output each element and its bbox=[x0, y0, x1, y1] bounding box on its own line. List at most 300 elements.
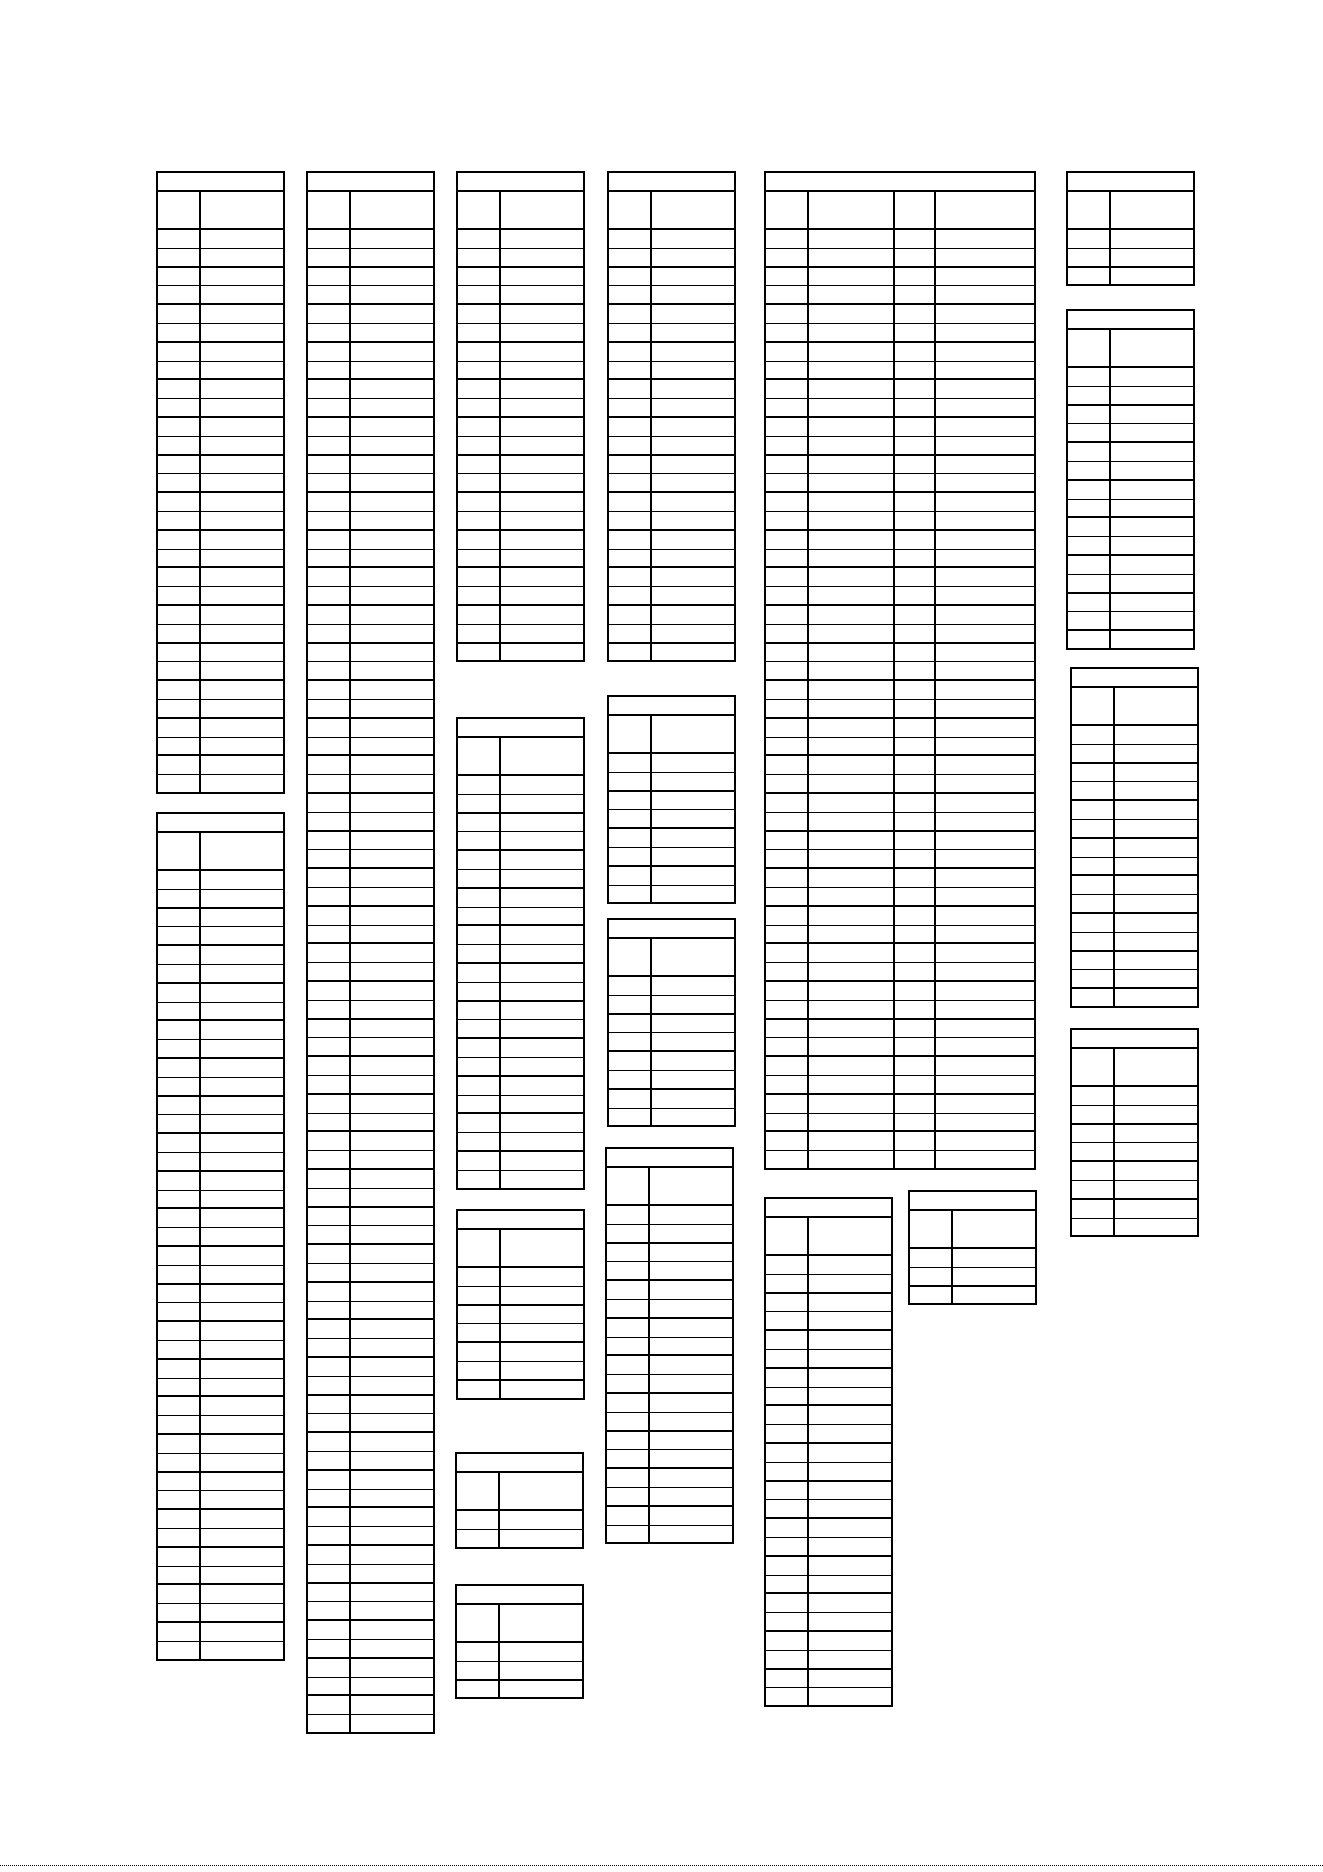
table-row bbox=[308, 343, 433, 362]
table-row bbox=[308, 794, 433, 813]
table-row bbox=[607, 1262, 732, 1281]
table-row bbox=[158, 756, 283, 775]
table-row bbox=[766, 1406, 891, 1425]
table-row bbox=[158, 984, 283, 1003]
table-row bbox=[308, 362, 433, 381]
table-row bbox=[609, 474, 734, 493]
table-title-bar bbox=[458, 719, 583, 738]
table-row bbox=[458, 474, 583, 493]
table-row bbox=[766, 1256, 891, 1275]
table-row bbox=[308, 1020, 433, 1039]
table-row bbox=[158, 1021, 283, 1040]
table-row bbox=[158, 909, 283, 928]
column-divider bbox=[650, 716, 652, 902]
table-row bbox=[158, 587, 283, 606]
table-row bbox=[308, 1433, 433, 1452]
table-row bbox=[766, 1425, 891, 1444]
table-row bbox=[458, 1133, 583, 1152]
table-row bbox=[158, 1604, 283, 1623]
table-row bbox=[308, 813, 433, 832]
table-title-bar bbox=[1068, 311, 1193, 330]
column-divider bbox=[893, 192, 895, 1168]
table-row bbox=[458, 324, 583, 343]
table-row bbox=[308, 1095, 433, 1114]
table-row bbox=[308, 1057, 433, 1076]
table-row bbox=[158, 1097, 283, 1116]
table-row bbox=[158, 286, 283, 305]
table-row bbox=[457, 1643, 582, 1662]
table-row bbox=[308, 926, 433, 945]
table-row bbox=[458, 1152, 583, 1171]
table-title-bar bbox=[609, 920, 734, 939]
table-row bbox=[607, 1300, 732, 1319]
blank-table-10 bbox=[607, 695, 736, 904]
table-row bbox=[1072, 839, 1197, 858]
table-header-row bbox=[1072, 688, 1197, 726]
table-row bbox=[308, 587, 433, 606]
table-title-bar bbox=[766, 173, 1034, 192]
table-row bbox=[607, 1338, 732, 1357]
table-row bbox=[607, 1488, 732, 1507]
table-row bbox=[766, 1275, 891, 1294]
table-row bbox=[607, 1375, 732, 1394]
table-row bbox=[308, 1396, 433, 1415]
table-row bbox=[158, 1266, 283, 1285]
table-row bbox=[308, 1546, 433, 1565]
table-row bbox=[458, 1287, 583, 1306]
table-title-bar bbox=[607, 1149, 732, 1168]
table-row bbox=[1072, 858, 1197, 877]
table-row bbox=[308, 512, 433, 531]
table-row bbox=[158, 1134, 283, 1153]
table-row bbox=[308, 1602, 433, 1621]
table-row bbox=[458, 776, 583, 795]
table-row bbox=[766, 1463, 891, 1482]
blank-table-8 bbox=[455, 1584, 584, 1699]
table-row bbox=[766, 1312, 891, 1331]
table-row bbox=[1072, 895, 1197, 914]
table-row bbox=[609, 550, 734, 569]
table-row bbox=[766, 1576, 891, 1595]
table-header-row bbox=[158, 192, 283, 230]
table-row bbox=[308, 1640, 433, 1659]
table-row bbox=[607, 1394, 732, 1413]
table-header-row bbox=[910, 1211, 1035, 1249]
table-row bbox=[458, 945, 583, 964]
table-row bbox=[609, 996, 734, 1015]
table-row bbox=[1068, 387, 1193, 406]
table-row bbox=[458, 1058, 583, 1077]
blank-table-14 bbox=[764, 1197, 893, 1707]
table-row bbox=[308, 268, 433, 287]
table-row bbox=[308, 888, 433, 907]
table-row bbox=[158, 1003, 283, 1022]
table-row bbox=[308, 1001, 433, 1020]
table-row bbox=[609, 867, 734, 886]
table-row bbox=[308, 982, 433, 1001]
table-row bbox=[607, 1432, 732, 1451]
table-row bbox=[910, 1268, 1035, 1287]
table-row bbox=[458, 889, 583, 908]
table-row bbox=[1072, 970, 1197, 989]
table-row bbox=[458, 249, 583, 268]
table-row bbox=[609, 362, 734, 381]
table-row bbox=[158, 1416, 283, 1435]
table-row bbox=[1072, 952, 1197, 971]
table-row bbox=[158, 1435, 283, 1454]
column-divider bbox=[499, 1230, 501, 1398]
column-divider bbox=[1109, 192, 1111, 284]
table-row bbox=[1072, 801, 1197, 820]
table-row bbox=[158, 437, 283, 456]
table-row bbox=[766, 1557, 891, 1576]
table-header-row bbox=[458, 738, 583, 776]
table-row bbox=[308, 418, 433, 437]
column-divider bbox=[951, 1211, 953, 1303]
table-row bbox=[308, 1151, 433, 1170]
table-row bbox=[607, 1319, 732, 1338]
table-row bbox=[308, 1414, 433, 1433]
table-row bbox=[158, 1567, 283, 1586]
blank-table-12 bbox=[605, 1147, 734, 1544]
table-header-row bbox=[609, 939, 734, 977]
table-header-row bbox=[1068, 192, 1193, 230]
table-header-row bbox=[458, 192, 583, 230]
table-row bbox=[158, 230, 283, 249]
table-row bbox=[609, 1015, 734, 1034]
table-row bbox=[158, 1585, 283, 1604]
table-row bbox=[1068, 518, 1193, 537]
table-row bbox=[1068, 249, 1193, 268]
table-row bbox=[607, 1413, 732, 1432]
table-row bbox=[308, 662, 433, 681]
table-row bbox=[1068, 500, 1193, 519]
table-row bbox=[607, 1281, 732, 1300]
table-row bbox=[607, 1206, 732, 1225]
table-row bbox=[158, 1153, 283, 1172]
table-header-row bbox=[457, 1605, 582, 1643]
table-row bbox=[158, 1322, 283, 1341]
table-title-bar bbox=[609, 173, 734, 192]
blank-table-15 bbox=[908, 1190, 1037, 1305]
table-title-bar bbox=[457, 1454, 582, 1473]
table-row bbox=[158, 1397, 283, 1416]
table-row bbox=[308, 1226, 433, 1245]
table-row bbox=[308, 1170, 433, 1189]
table-row bbox=[158, 343, 283, 362]
table-row bbox=[158, 1040, 283, 1059]
table-row bbox=[308, 1508, 433, 1527]
table-row bbox=[158, 493, 283, 512]
table-row bbox=[1072, 1143, 1197, 1162]
table-title-bar bbox=[158, 814, 283, 833]
table-row bbox=[1068, 462, 1193, 481]
column-divider bbox=[934, 192, 936, 1168]
table-row bbox=[458, 550, 583, 569]
table-title-bar bbox=[910, 1192, 1035, 1211]
table-row bbox=[1072, 1106, 1197, 1125]
table-row bbox=[458, 1020, 583, 1039]
blank-table-3 bbox=[306, 171, 435, 1734]
table-row bbox=[458, 587, 583, 606]
blank-table-19 bbox=[1070, 1028, 1199, 1237]
table-row bbox=[458, 512, 583, 531]
table-row bbox=[609, 977, 734, 996]
table-row bbox=[1068, 406, 1193, 425]
table-row bbox=[308, 1565, 433, 1584]
table-row bbox=[308, 324, 433, 343]
table-row bbox=[308, 1302, 433, 1321]
table-row bbox=[158, 268, 283, 287]
table-row bbox=[1072, 876, 1197, 895]
table-header-row bbox=[607, 1168, 732, 1206]
blank-table-6 bbox=[456, 1209, 585, 1400]
table-row bbox=[158, 1491, 283, 1510]
table-row bbox=[458, 870, 583, 889]
table-row bbox=[308, 1696, 433, 1715]
table-row bbox=[308, 1132, 433, 1151]
table-row bbox=[158, 700, 283, 719]
table-row bbox=[308, 1452, 433, 1471]
table-row bbox=[1068, 594, 1193, 613]
table-row bbox=[1072, 1087, 1197, 1106]
table-row bbox=[458, 851, 583, 870]
table-row bbox=[458, 399, 583, 418]
table-row bbox=[609, 305, 734, 324]
table-row bbox=[609, 512, 734, 531]
table-title-bar bbox=[1068, 173, 1193, 192]
table-row bbox=[609, 343, 734, 362]
table-row bbox=[609, 1033, 734, 1052]
table-row bbox=[308, 1114, 433, 1133]
table-row bbox=[308, 719, 433, 738]
table-row bbox=[158, 1379, 283, 1398]
table-row bbox=[766, 1444, 891, 1463]
table-row bbox=[158, 474, 283, 493]
table-row bbox=[308, 1377, 433, 1396]
column-divider bbox=[498, 1605, 500, 1697]
table-header-row bbox=[457, 1473, 582, 1511]
table-header-row bbox=[158, 833, 283, 871]
table-header-row bbox=[1072, 1049, 1197, 1087]
table-row bbox=[1072, 782, 1197, 801]
table-row bbox=[458, 418, 583, 437]
table-header-row bbox=[458, 1230, 583, 1268]
table-row bbox=[158, 399, 283, 418]
table-row bbox=[458, 795, 583, 814]
column-divider bbox=[498, 1473, 500, 1547]
table-row bbox=[1068, 443, 1193, 462]
table-row bbox=[308, 1245, 433, 1264]
table-title-bar bbox=[457, 1586, 582, 1605]
table-row bbox=[458, 983, 583, 1002]
table-row bbox=[158, 1360, 283, 1379]
table-row bbox=[458, 456, 583, 475]
table-row bbox=[158, 871, 283, 890]
table-row bbox=[1068, 230, 1193, 249]
page-bottom-rule bbox=[0, 1865, 1323, 1866]
table-row bbox=[308, 1320, 433, 1339]
table-row bbox=[158, 418, 283, 437]
column-divider bbox=[650, 192, 652, 660]
table-row bbox=[609, 324, 734, 343]
column-divider bbox=[807, 192, 809, 1168]
table-row bbox=[158, 1059, 283, 1078]
table-title-bar bbox=[458, 1211, 583, 1230]
table-row bbox=[609, 399, 734, 418]
table-row bbox=[458, 1114, 583, 1133]
table-row bbox=[1072, 1181, 1197, 1200]
table-row bbox=[158, 1548, 283, 1567]
table-row bbox=[607, 1225, 732, 1244]
table-row bbox=[458, 832, 583, 851]
table-row bbox=[1072, 1125, 1197, 1144]
table-header-row bbox=[766, 1218, 891, 1256]
table-row bbox=[308, 1208, 433, 1227]
table-row bbox=[609, 1052, 734, 1071]
table-row bbox=[458, 437, 583, 456]
table-row bbox=[766, 1331, 891, 1350]
table-row bbox=[766, 1294, 891, 1313]
table-row bbox=[609, 249, 734, 268]
blank-table-2 bbox=[156, 812, 285, 1661]
table-row bbox=[766, 1500, 891, 1519]
column-divider bbox=[648, 1168, 650, 1542]
table-row bbox=[308, 963, 433, 982]
table-row bbox=[458, 493, 583, 512]
table-row bbox=[609, 848, 734, 867]
table-row bbox=[158, 550, 283, 569]
table-row bbox=[609, 380, 734, 399]
table-row bbox=[458, 286, 583, 305]
table-row bbox=[158, 531, 283, 550]
table-row bbox=[308, 1358, 433, 1377]
table-row bbox=[158, 362, 283, 381]
table-row bbox=[458, 380, 583, 399]
table-row bbox=[308, 944, 433, 963]
table-row bbox=[607, 1469, 732, 1488]
table-row bbox=[457, 1662, 582, 1681]
table-row bbox=[158, 738, 283, 757]
table-row bbox=[308, 1527, 433, 1546]
table-row bbox=[308, 531, 433, 550]
table-row bbox=[158, 606, 283, 625]
column-divider bbox=[499, 192, 501, 660]
table-row bbox=[458, 268, 583, 287]
table-row bbox=[308, 456, 433, 475]
table-row bbox=[308, 399, 433, 418]
table-row bbox=[308, 249, 433, 268]
table-row bbox=[158, 662, 283, 681]
table-row bbox=[609, 268, 734, 287]
table-row bbox=[607, 1244, 732, 1263]
table-row bbox=[607, 1356, 732, 1375]
column-divider bbox=[807, 1218, 809, 1705]
table-row bbox=[308, 869, 433, 888]
table-row bbox=[158, 965, 283, 984]
table-row bbox=[308, 1038, 433, 1057]
table-row bbox=[158, 625, 283, 644]
table-row bbox=[308, 1621, 433, 1640]
table-row bbox=[609, 437, 734, 456]
blank-table-1 bbox=[156, 171, 285, 794]
table-row bbox=[1072, 745, 1197, 764]
blank-table-5 bbox=[456, 717, 585, 1190]
table-row bbox=[1072, 914, 1197, 933]
blank-table-18 bbox=[1070, 667, 1199, 1008]
table-row bbox=[910, 1249, 1035, 1268]
table-row bbox=[308, 1339, 433, 1358]
table-row bbox=[158, 1209, 283, 1228]
table-row bbox=[1072, 933, 1197, 952]
table-row bbox=[308, 550, 433, 569]
table-row bbox=[609, 829, 734, 848]
table-row bbox=[158, 1115, 283, 1134]
table-row bbox=[308, 681, 433, 700]
table-row bbox=[308, 230, 433, 249]
table-row bbox=[458, 908, 583, 927]
table-header-row bbox=[308, 192, 433, 230]
table-title-bar bbox=[766, 1199, 891, 1218]
table-row bbox=[308, 700, 433, 719]
table-row bbox=[458, 1362, 583, 1381]
table-row bbox=[609, 754, 734, 773]
table-row bbox=[308, 474, 433, 493]
column-divider bbox=[499, 738, 501, 1188]
table-row bbox=[458, 568, 583, 587]
table-row bbox=[766, 1613, 891, 1632]
table-row bbox=[308, 1584, 433, 1603]
blank-table-7 bbox=[455, 1452, 584, 1549]
table-row bbox=[158, 1341, 283, 1360]
table-row bbox=[308, 1678, 433, 1697]
table-row bbox=[308, 493, 433, 512]
table-row bbox=[609, 418, 734, 437]
table-row bbox=[158, 890, 283, 909]
table-row bbox=[458, 230, 583, 249]
table-row bbox=[308, 756, 433, 775]
table-row bbox=[308, 1471, 433, 1490]
table-row bbox=[158, 1529, 283, 1548]
table-row bbox=[158, 1303, 283, 1322]
table-row bbox=[158, 1285, 283, 1304]
table-row bbox=[308, 437, 433, 456]
table-row bbox=[458, 305, 583, 324]
table-row bbox=[308, 850, 433, 869]
column-divider bbox=[199, 833, 201, 1659]
table-row bbox=[308, 1189, 433, 1208]
table-title-bar bbox=[158, 173, 283, 192]
table-row bbox=[1068, 612, 1193, 631]
table-row bbox=[308, 1283, 433, 1302]
table-row bbox=[308, 738, 433, 757]
table-row bbox=[609, 810, 734, 829]
table-row bbox=[609, 493, 734, 512]
table-row bbox=[609, 456, 734, 475]
table-row bbox=[158, 719, 283, 738]
blank-table-11 bbox=[607, 918, 736, 1127]
table-row bbox=[609, 531, 734, 550]
table-row bbox=[458, 625, 583, 644]
table-title-bar bbox=[1072, 1030, 1197, 1049]
table-row bbox=[609, 1071, 734, 1090]
column-divider bbox=[349, 192, 351, 1732]
table-row bbox=[766, 1482, 891, 1501]
table-row bbox=[766, 1369, 891, 1388]
column-divider bbox=[199, 192, 201, 792]
table-row bbox=[609, 568, 734, 587]
blank-table-13 bbox=[764, 171, 1036, 1170]
